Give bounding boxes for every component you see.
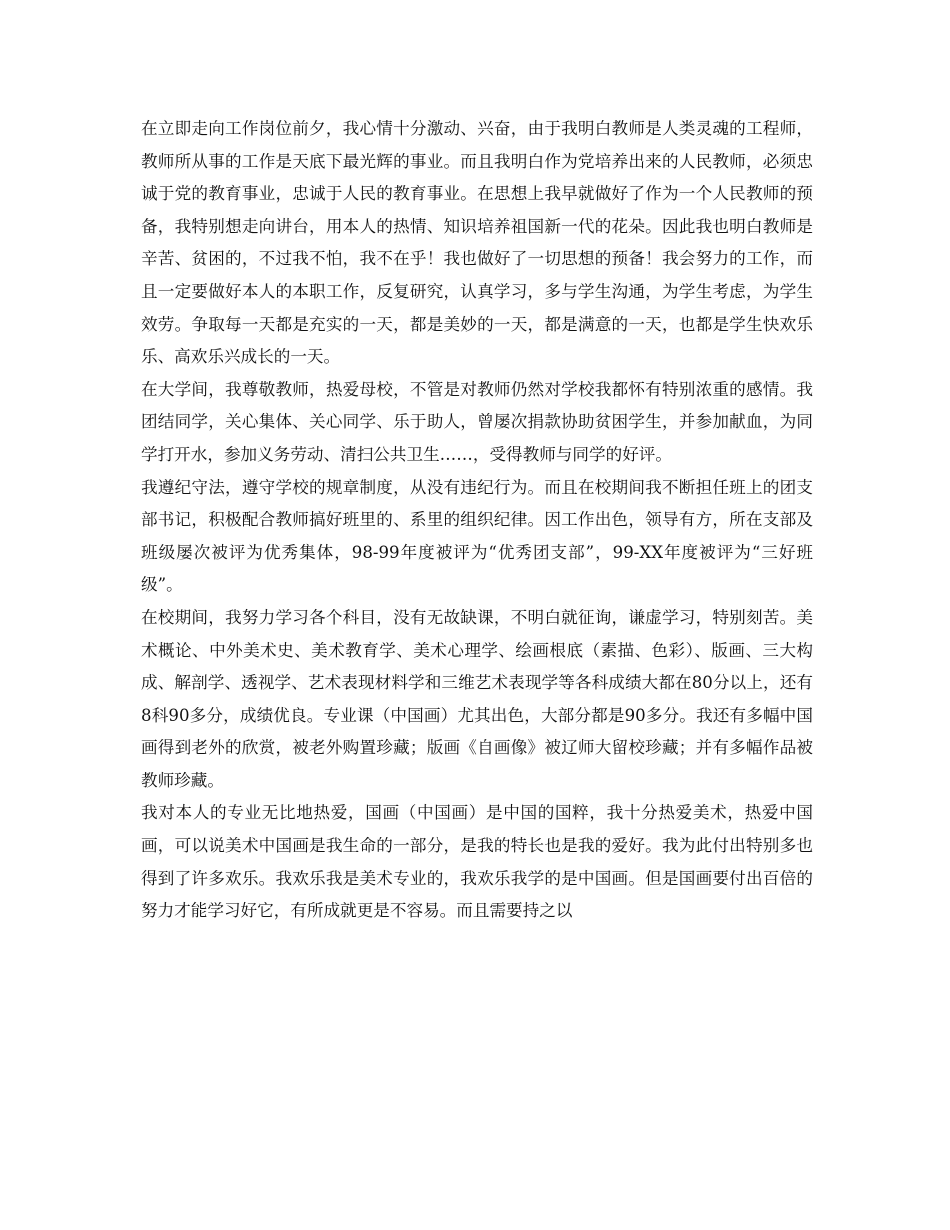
- paragraph-discipline-league: 我遵纪守法，遵守学校的规章制度，从没有违纪行为。而且在校期间我不断担任班上的团支部书记，积极配合教师搞好班里的、系里的组织纪律。因工作出色，领导有方，所在支部及班级屡次被评为优秀集体，98-99年度被评为“优秀团支部”，99-XX年度被评为“三好班级”。: [141, 477, 813, 595]
- paragraph-academic-record: 在校期间，我努力学习各个科目，没有无故缺课，不明白就征询，谦虚学习，特别刻苦。美术概论、中外美术史、美术教育学、美术心理学、绘画根底（素描、色彩）、版画、三大构成、解剖学、透视学、艺术表现材料学和三维艺术表现学等各科成绩大都在80分以上，还有8科90多分，成绩优良。专业课（中国画）尤其出色，大部分都是90多分。我还有多幅中国画得到老外的欣赏，被老外购置珍藏；版画《自画像》被辽师大留校珍藏；并有多幅作品被教师珍藏。: [141, 607, 813, 790]
- paragraph-chinese-painting: 我对本人的专业无比地热爱，国画（中国画）是中国的国粹，我十分热爱美术，热爱中国画，可以说美术中国画是我生命的一部分，是我的特长也是我的爱好。我为此付出特别多也得到了许多欢乐。我欢乐我是美术专业的，我欢乐我学的是中国画。但是国画要付出百倍的努力才能学习好它，有所成就更是不容易。而且需要持之以: [141, 803, 813, 921]
- paragraph-university-conduct: 在大学间，我尊敬教师，热爱母校，不管是对教师仍然对学校我都怀有特别浓重的感情。我团结同学，关心集体、关心同学、乐于助人，曾屡次捐款协助贫困学生，并参加献血，为同学打开水，参加义务劳动、清扫公共卫生……，受得教师与同学的好评。: [141, 379, 813, 464]
- document-page: [141, 113, 813, 928]
- paragraph-job-readiness: 在立即走向工作岗位前夕，我心情十分激动、兴奋，由于我明白教师是人类灵魂的工程师，教师所从事的工作是天底下最光辉的事业。而且我明白作为党培养出来的人民教师，必须忠诚于党的教育事业，忠诚于人民的教育事业。在思想上我早就做好了作为一个人民教师的预备，我特别想走向讲台，用本人的热情、知识培养祖国新一代的花朵。因此我也明白教师是辛苦、贫困的，不过我不怕，我不在乎！我也做好了一切思想的预备！我会努力的工作，而且一定要做好本人的本职工作，反复研究，认真学习，多与学生沟通，为学生考虑，为学生效劳。争取每一天都是充实的一天，都是美妙的一天，都是满意的一天，也都是学生快欢乐乐、高欢乐兴成长的一天。: [141, 119, 813, 367]
